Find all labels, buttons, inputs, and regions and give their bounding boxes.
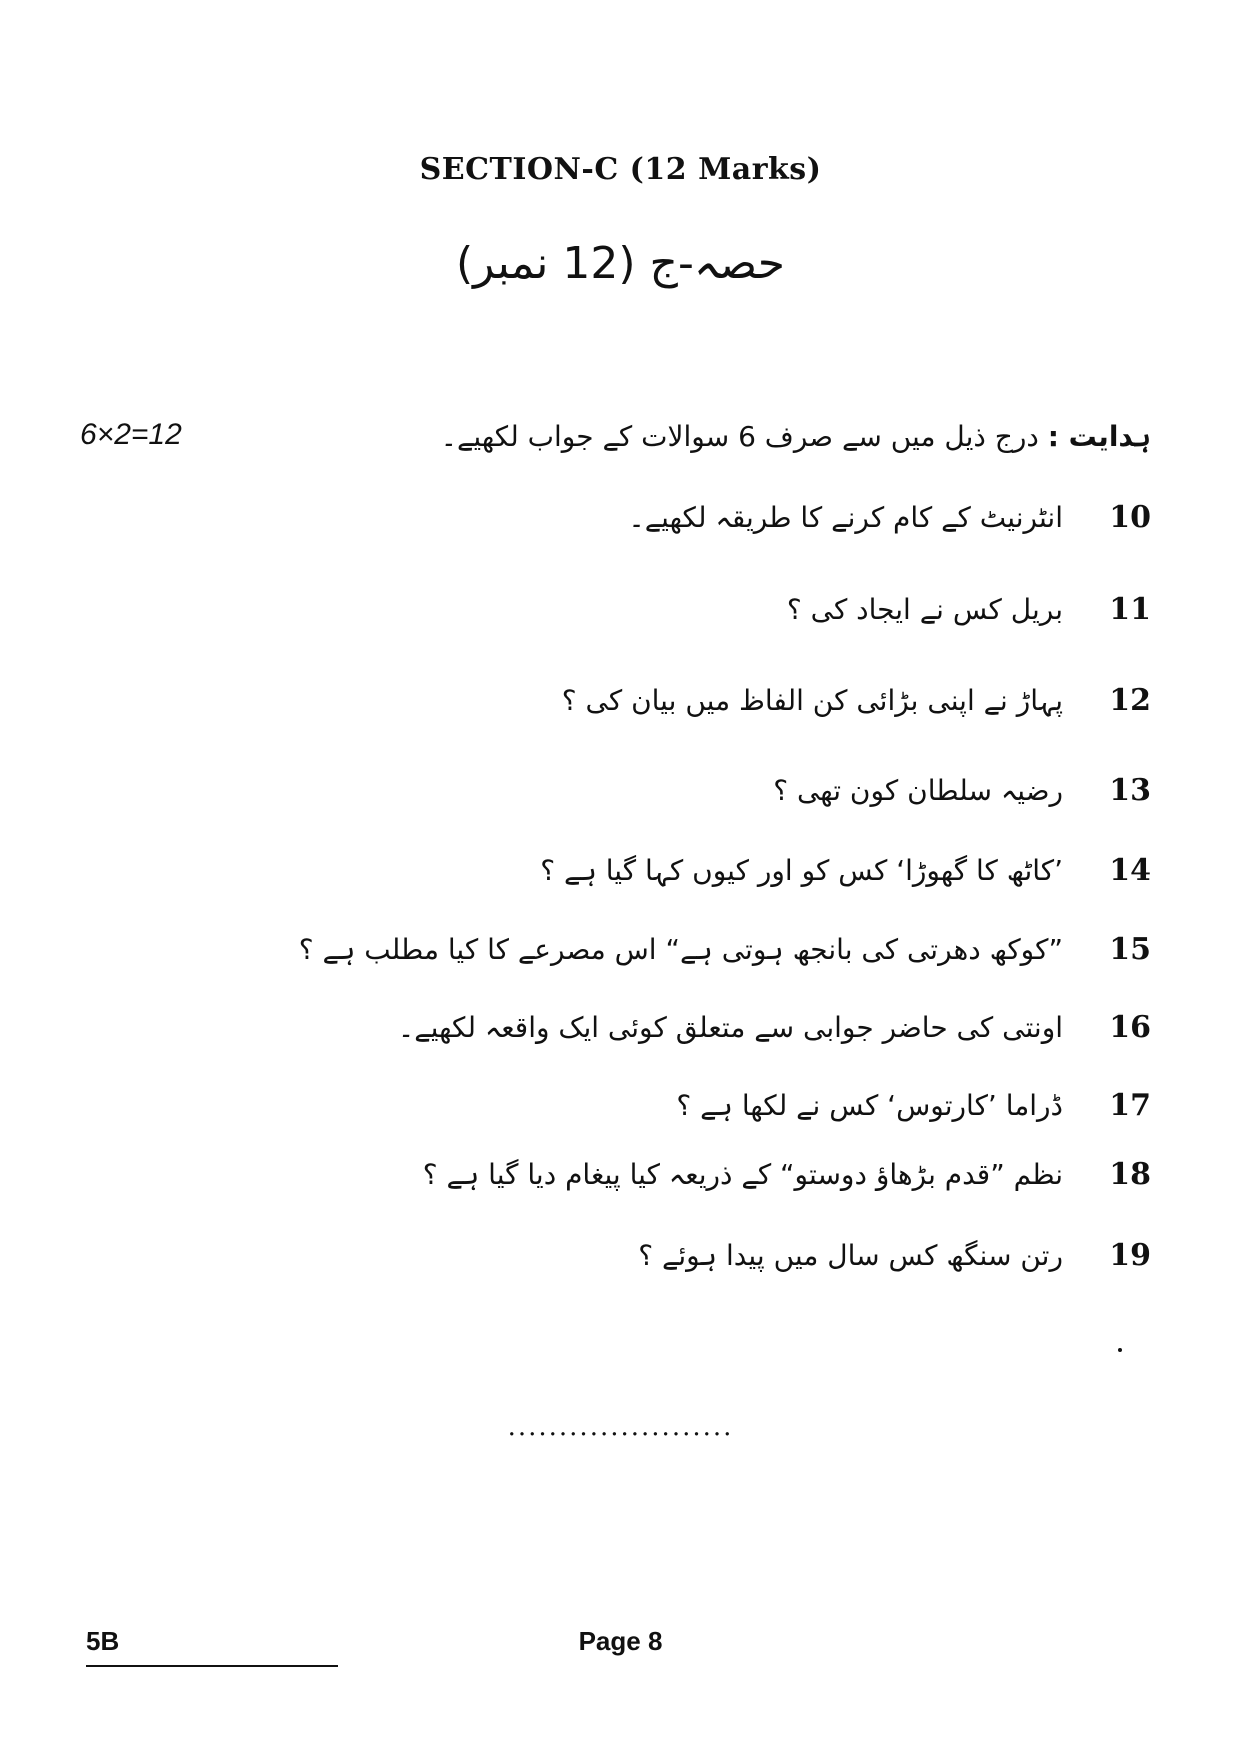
question-text: رضیہ سلطان کون تھی ؟ bbox=[773, 774, 1063, 807]
paper-code: 5B bbox=[86, 1626, 120, 1656]
marks-formula: 6×2=12 bbox=[80, 418, 182, 451]
section-title: SECTION-C (12 Marks) bbox=[419, 152, 822, 187]
question-number: 11 bbox=[1109, 592, 1151, 627]
stray-dot bbox=[1118, 1348, 1122, 1352]
question-number: 12 bbox=[1109, 683, 1151, 718]
question-number: 14 bbox=[1109, 853, 1151, 888]
question-text: ”کوکھ دھرتی کی بانجھ ہوتی ہے“ اس مصرعے کا کیا مطلب ہے ؟ bbox=[298, 933, 1063, 966]
question-text: ڈراما ’کارتوس‘ کس نے لکھا ہے ؟ bbox=[676, 1089, 1063, 1122]
instruction bbox=[351, 420, 1151, 453]
question-19 bbox=[251, 1238, 1151, 1273]
end-of-section-marker: ...................... bbox=[507, 1412, 734, 1442]
question-17 bbox=[251, 1088, 1151, 1123]
question-number: 19 bbox=[1109, 1238, 1151, 1273]
page-number: Page 8 bbox=[578, 1626, 663, 1656]
instruction-text: درج ذیل میں سے صرف 6 سوالات کے جواب لکھیے۔ bbox=[440, 420, 1039, 453]
question-text: رتن سنگھ کس سال میں پیدا ہوئے ؟ bbox=[638, 1239, 1063, 1272]
question-number: 17 bbox=[1109, 1088, 1151, 1123]
question-16 bbox=[251, 1010, 1151, 1045]
question-number: 16 bbox=[1109, 1010, 1151, 1045]
question-text: نظم ”قدم بڑھاؤ دوستو“ کے ذریعہ کیا پیغام دیا گیا ہے ؟ bbox=[422, 1158, 1063, 1191]
question-10 bbox=[251, 500, 1151, 535]
question-12 bbox=[251, 683, 1151, 718]
question-text: ’کاٹھ کا گھوڑا‘ کس کو اور کیوں کہا گیا ہے ؟ bbox=[540, 854, 1063, 887]
question-15 bbox=[251, 932, 1151, 967]
question-14 bbox=[251, 853, 1151, 888]
question-text: اونتی کی حاضر جوابی سے متعلق کوئی ایک واقعہ لکھیے۔ bbox=[397, 1011, 1063, 1044]
question-text: پہاڑ نے اپنی بڑائی کن الفاظ میں بیان کی ؟ bbox=[561, 684, 1063, 717]
footer-rule bbox=[86, 1665, 338, 1667]
question-number: 18 bbox=[1109, 1157, 1151, 1192]
section-title-urdu: حصہ-ج (12 نمبر) bbox=[456, 238, 785, 289]
question-number: 10 bbox=[1109, 500, 1151, 535]
instruction-label: ہدایت : bbox=[1047, 420, 1151, 453]
question-text: انٹرنیٹ کے کام کرنے کا طریقہ لکھیے۔ bbox=[628, 501, 1063, 534]
question-13 bbox=[251, 773, 1151, 808]
question-18 bbox=[251, 1157, 1151, 1192]
question-11 bbox=[251, 592, 1151, 627]
question-number: 15 bbox=[1109, 932, 1151, 967]
question-text: بریل کس نے ایجاد کی ؟ bbox=[786, 593, 1063, 626]
question-number: 13 bbox=[1109, 773, 1151, 808]
